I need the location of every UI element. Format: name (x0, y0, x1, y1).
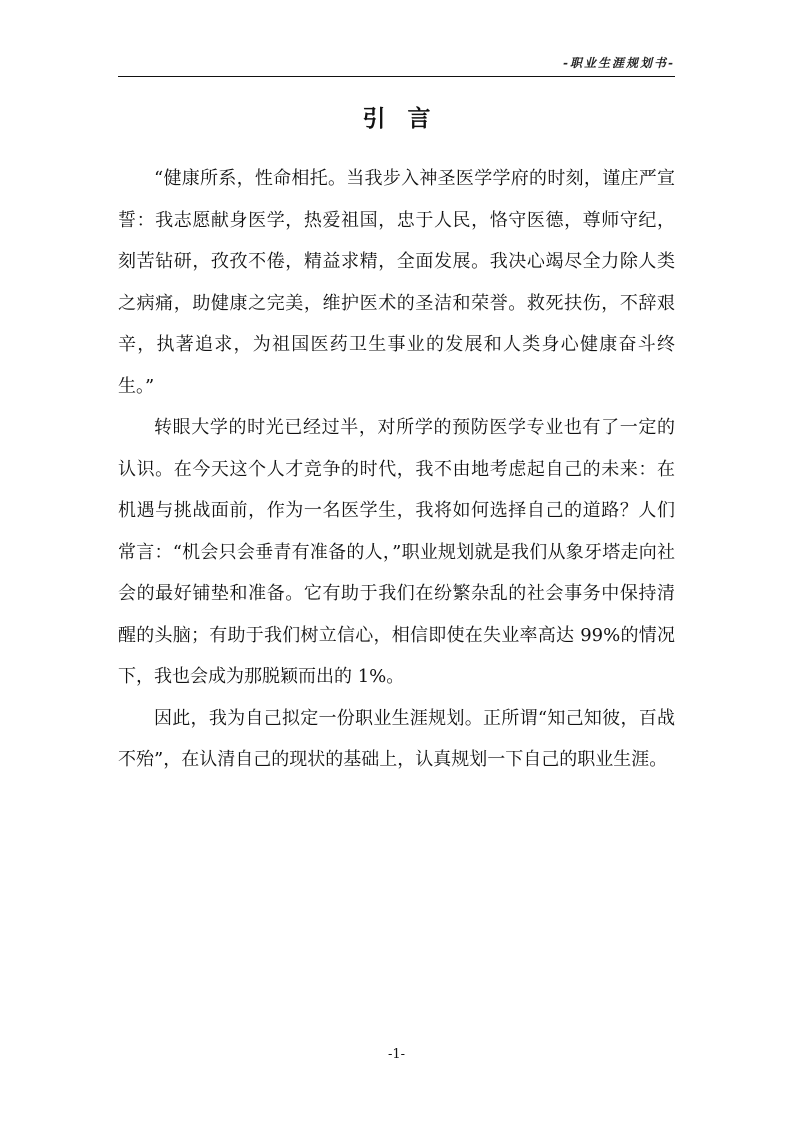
paragraph-reflection: 转眼大学的时光已经过半，对所学的预防医学专业也有了一定的认识。在今天这个人才竞争的时代，我不由地考虑起自己的未来：在机遇与挑战面前，作为一名医学生，我将如何选择自己的道路？人们常言：“机会只会垂青有准备的人，”职业规划就是我们从象牙塔走向社会的最好铺垫和准备。它有助于我们在纷繁杂乱的社会事务中保持清醒的头脑；有助于我们树立信心，相信即使在失业率高达 99%的情况下，我也会成为那脱颖而出的 1%。 (118, 417, 675, 687)
header-divider (118, 76, 675, 77)
page-title: 引言 (362, 106, 453, 132)
page-number: -1- (387, 1047, 406, 1062)
running-header: -职业生涯规划书- (563, 56, 675, 70)
body-text (118, 158, 675, 781)
paragraph-oath: “健康所系，性命相托。当我步入神圣医学学府的时刻，谨庄严宣誓：我志愿献身医学，热爱祖国，忠于人民，恪守医德，尊师守纪，刻苦钻研，孜孜不倦，精益求精，全面发展。我决心竭尽全力除人类之病痛，助健康之完美，维护医术的圣洁和荣誉。救死扶伤，不辞艰辛，执著追求，为祖国医药卫生事业的发展和人类身心健康奋斗终生。” (118, 168, 675, 397)
paragraph-conclusion: 因此，我为自己拟定一份职业生涯规划。正所谓“知己知彼，百战不殆”，在认清自己的现状的基础上，认真规划一下自己的职业生涯。 (118, 707, 675, 770)
